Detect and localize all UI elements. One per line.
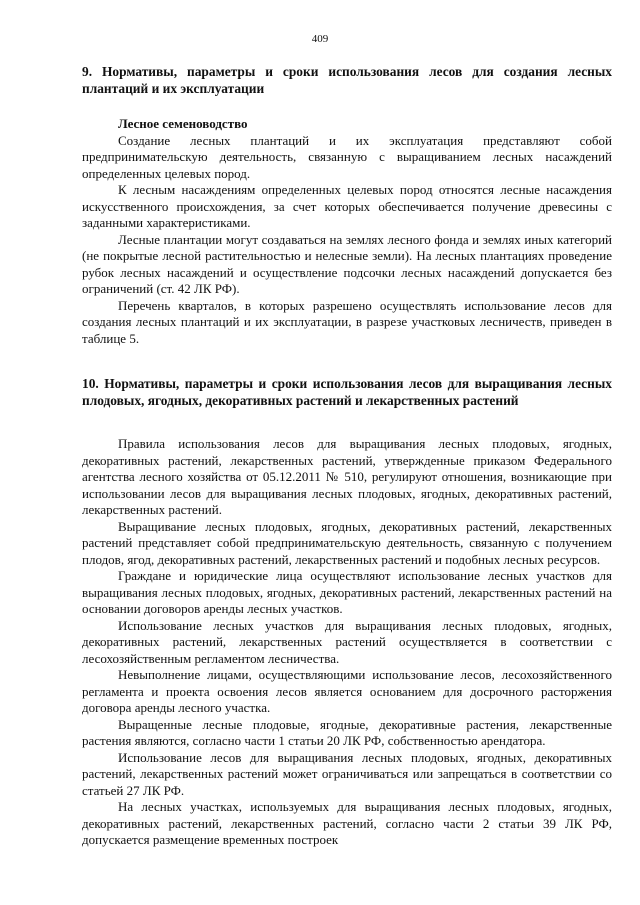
section-9 xyxy=(82,64,612,347)
section-9-paragraph: Лесные плантации могут создаваться на землях лесного фонда и землях иных категорий (не покрытые лесной растительностью и нелесные земли). На лесных плантациях проведение рубок лесных насаждений и осуществление подсочки лесных насаждений допускается без ограничений (ст. 42 ЛК РФ). xyxy=(82,231,612,296)
section-10-body xyxy=(82,436,612,849)
section-10-paragraph: Выращенные лесные плодовые, ягодные, декоративные растения, лекарственные растения являются, согласно части 1 статьи 20 ЛК РФ, собственностью арендатора. xyxy=(82,716,612,748)
section-10-paragraph: На лесных участках, используемых для выращивания лесных плодовых, ягодных, декоративных растений, лекарственных растений, согласно части 2 статьи 39 ЛК РФ, допускается размещение временных построек xyxy=(82,799,612,847)
page-content xyxy=(82,60,612,849)
page-number: 409 xyxy=(311,33,329,45)
section-10-paragraph: Использование лесных участков для выращивания лесных плодовых, ягодных, декоративных растений, лекарственных растений осуществляется в соответствии с лесохозяйственным регламентом лесничества. xyxy=(82,617,612,666)
section-9-paragraph: К лесным насаждениям определенных целевых пород относятся лесные насаждения искусственного происхождения, за счет которых обеспечивается получение древесины с заданными характеристиками. xyxy=(82,182,612,230)
section-9-paragraph: Перечень кварталов, в которых разрешено осуществлять использование лесов для создания лесных плантаций и их эксплуатации, в разрезе участковых лесничеств, приведен в таблице 5. xyxy=(82,297,612,346)
section-10-paragraph: Правила использования лесов для выращивания лесных плодовых, ягодных, декоративных растений, лекарственных растений, утвержденные приказом Федерального агентства лесного хозяйства от 05.12.2011 № 510, регулируют отношения, возникающие при использовании лесов для выращивания лесных плодовых, ягодных, декоративных растений, лекарственных растений. xyxy=(82,436,612,517)
section-10-paragraph: Невыполнение лицами, осуществляющими использование лесов, лесохозяйственного регламента и проекта освоения лесов является основанием для досрочного расторжения договора аренды лесного участка. xyxy=(82,667,612,715)
section-10-paragraph: Выращивание лесных плодовых, ягодных, декоративных растений, лекарственных растений представляет собой предпринимательскую деятельность, связанную с получением плодов, ягод, декоративных растений, лекарственных растений и подобных лесных ресурсов. xyxy=(82,518,612,567)
section-9-paragraph: Создание лесных плантаций и их эксплуатация представляют собой предпринимательскую деятельность, связанную с выращиванием лесных насаждений определенных целевых пород. xyxy=(82,132,612,181)
section-10-paragraph: Использование лесов для выращивания лесных плодовых, ягодных, декоративных растений, лекарственных растений может ограничиваться или запрещаться в соответствии со статьей 27 ЛК РФ. xyxy=(82,749,612,798)
section-10-heading: 10. Нормативы, параметры и сроки использования лесов для выращивания лесных плодовых, ягодных, декоративных растений и лекарственных растений xyxy=(82,376,612,408)
section-9-heading: 9. Нормативы, параметры и сроки использования лесов для создания лесных плантаций и их эксплуатации xyxy=(82,64,612,96)
section-10 xyxy=(82,376,612,849)
section-9-subheading: Лесное семеноводство xyxy=(118,116,248,131)
section-10-paragraph: Граждане и юридические лица осуществляют использование лесных участков для выращивания лесных плодовых, ягодных, декоративных растений, лекарственных растений на основании договоров аренды лесных участков. xyxy=(82,568,612,616)
